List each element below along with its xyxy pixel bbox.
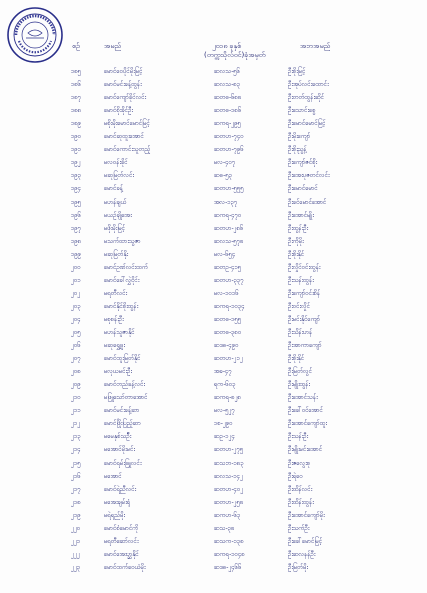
row-number: ၂၁၈ — [71, 498, 81, 506]
row-number: ၂၀၅ — [71, 329, 81, 336]
exam-roll-number: ဆတဥ-၄၁၅ — [214, 263, 242, 271]
father-name: ဦးသောင်းစွေ — [288, 107, 316, 115]
father-name: ဦးအုပ်လင်းထောင်း — [288, 81, 329, 89]
table-row — [0, 537, 427, 547]
row-number: ၂၂၃ — [71, 563, 81, 571]
father-name: ဦးစိုးနိုင် — [288, 355, 305, 363]
father-name: ဦးမောင်မောင်မြင့် — [288, 120, 326, 128]
exam-roll-number: ဆတဓ-၁၅၅ — [214, 315, 242, 323]
student-name: မောင်ဖြိုးပြည့်ဆာ — [104, 420, 141, 428]
student-name: မောင်ထူးမြတ်နိုင် — [104, 355, 141, 363]
father-name: ဦးမင်းနိုင်ကျော် — [288, 315, 321, 323]
father-name: ဦးမျိုးမင်းအောင် — [288, 446, 323, 454]
exam-roll-number: ဆတဟ-၂၈၆ — [214, 224, 244, 232]
father-name: ဦးစိုးနိုင် — [288, 250, 305, 258]
exam-roll-number: ဆတဓ-၆၈၈ — [214, 94, 242, 102]
father-name: ဦးတတ်ထွန်းဆိုင် — [288, 94, 325, 102]
student-name: မရတီဆော်လင်း — [104, 537, 139, 545]
row-number: ၁၉၉ — [71, 250, 82, 258]
father-name: ဦးမောင်မောင် — [288, 185, 318, 193]
father-name: ဦးမိုးကျော် — [288, 133, 311, 141]
exam-roll-number: ဆဥ-၁၂၄ — [214, 433, 235, 441]
student-name: မောင်ခေါ်လွှဲငိုင်း — [104, 276, 140, 284]
table-row — [0, 302, 427, 312]
student-name: မောင်ဆုထူးအောင် — [104, 133, 144, 141]
row-number: ၂၁၇ — [71, 485, 81, 493]
table-row — [0, 224, 427, 234]
header-father-name: အဘအမည် — [300, 42, 331, 50]
student-name: မောင်နိုင်စိုးထွန်း — [104, 302, 139, 310]
table-row — [0, 237, 427, 247]
table-row — [0, 432, 427, 442]
student-name: မောင်စံမောင်ကို — [104, 524, 139, 532]
father-name: ဦးသန်းထွန်း — [288, 276, 314, 284]
row-number: ၂၀၄ — [71, 315, 81, 323]
table-row — [0, 198, 427, 208]
table-row — [0, 119, 427, 129]
exam-roll-number: ဆတဟ-၃၃၇ — [214, 276, 244, 284]
row-number: ၁၈၇ — [71, 94, 82, 102]
student-name: မောင်ဝေပိုင်မိုးမြင့် — [104, 68, 143, 75]
exam-roll-number: ဆဓ-၅၃ — [214, 172, 233, 180]
exam-roll-number: ဆတဟ-၇၉၆ — [214, 146, 244, 154]
father-name: ဦးအောင်ကျော်မိုး — [288, 511, 325, 519]
row-number: ၂၁၃ — [71, 433, 81, 441]
father-name: ဦးထိန်လင်း — [288, 485, 313, 493]
row-number: ၁၈၉ — [71, 120, 82, 128]
row-number: ၂၀၃ — [71, 302, 81, 310]
father-name: ဦးဝင်းလှိုင် — [288, 302, 311, 310]
row-number: ၂၁၉ — [71, 511, 81, 519]
father-name: ဦးကျော်ဇင်စိုး — [288, 159, 318, 167]
father-name: ဦးကိုမိုး — [288, 237, 304, 245]
father-name: ဦးထိန်းထွန်း — [288, 498, 314, 506]
row-number: ၂၁၄ — [71, 446, 81, 454]
father-name: ဦးအောင်ကျော်ထူး — [288, 420, 328, 428]
row-number: ၁၈၈ — [71, 107, 82, 115]
exam-roll-number: ဆတဟ-၂၁၂ — [214, 355, 243, 363]
exam-roll-number: ဆတဟ-၂၅၈ — [214, 498, 244, 506]
row-number: ၂၁၂ — [71, 420, 81, 428]
student-name: မအောင် — [104, 472, 122, 480]
header-exam-year: ၂၀၁၈ ခုနှစ် — [212, 42, 242, 50]
row-number: ၁၉၄ — [71, 185, 82, 193]
student-name: မရတီလင်း — [104, 289, 128, 297]
student-name: မဆုမြတ်လင်း — [104, 172, 134, 180]
exam-roll-number: ဆကရ-၁၀၃၄ — [214, 302, 245, 310]
table-row — [0, 184, 427, 194]
exam-roll-number: မလ-၁၀၁၆ — [214, 289, 239, 297]
row-number: ၂၁၅ — [71, 459, 81, 467]
row-number: ၂၁၆ — [71, 472, 81, 480]
student-name: မဟန်ချယ် — [104, 198, 127, 206]
father-name: ဦးမြတ်မိုး — [288, 563, 309, 571]
table-row — [0, 158, 427, 168]
student-name: မသက်ထားသွဇာ — [104, 237, 141, 245]
row-number: ၁၉၀ — [71, 133, 82, 141]
table-row — [0, 380, 427, 390]
father-name: ဦးလှိုင်ဝင်းထွန်း — [288, 263, 321, 271]
table-row — [0, 393, 427, 403]
row-number: ၁၈၅ — [71, 68, 82, 75]
father-name: ဦးရဲဝေ — [288, 472, 303, 480]
table-row — [0, 328, 427, 338]
row-number: ၂၀၆ — [71, 342, 81, 350]
student-name: မမေနှစ်သဉ်ီး — [104, 433, 132, 441]
father-name: ဦးမျိုးထွန်း — [288, 381, 311, 389]
table-row — [0, 211, 427, 221]
student-name: မစိုးမိုးမောင်မောင်မြင့် — [104, 120, 151, 128]
student-name: မောင်ခန့် — [104, 185, 123, 193]
student-name: မဟန်သူဇာနိုင် — [104, 329, 135, 336]
exam-roll-number: ဆတဓ-၃၈၀ — [214, 329, 242, 336]
exam-roll-number: ဆကရ-၄၇၀ — [214, 211, 242, 219]
table-row — [0, 93, 427, 103]
student-name: မောင်ကောင်းသူတည့် — [104, 146, 151, 154]
table-row — [0, 276, 427, 286]
row-number: ၂၁၀ — [71, 394, 81, 402]
exam-roll-number: ဆသဘ-၁၈၃ — [214, 459, 244, 467]
father-name: ဦးဇလွေးစု — [288, 459, 311, 467]
student-name: မောင်ဥဏ်လင်းထက် — [104, 263, 149, 271]
student-name: မောင်ရဲညီလင်း — [104, 485, 137, 493]
exam-roll-number: ဆလသ-၅၆ — [214, 68, 241, 75]
table-row — [0, 459, 427, 469]
student-name: မအောင်မိုးမင်း — [104, 446, 135, 454]
table-row — [0, 263, 427, 273]
exam-roll-number: ဆတဓ-၁၈၆ — [214, 107, 242, 115]
table-row — [0, 524, 427, 534]
exam-roll-number: ဆဒဓ-၂၄၆၆ — [214, 563, 242, 571]
row-number: ၂၂၂ — [71, 550, 80, 558]
father-name: ဦးသန်းဦး — [288, 433, 309, 441]
student-name: မအေးချမ်းရုံ — [104, 498, 131, 506]
exam-roll-number: ဆကရ-၈၂၈ — [214, 394, 242, 402]
table-row — [0, 250, 427, 260]
student-name: မလှယမင်းဦး — [104, 368, 133, 376]
student-name: မောင်ကျော်ခိုင်လင်း — [104, 94, 147, 102]
student-name: မဖြူသော်တာအောင် — [104, 394, 148, 402]
father-name: ဦးခေါ်ဝင်အောင် — [288, 407, 323, 415]
father-name: ဦးအောင်မျိုး — [288, 211, 314, 219]
row-number: ၁၉၆ — [71, 211, 82, 219]
table-row — [0, 367, 427, 377]
student-name: မလဝန်းခိုင် — [104, 159, 128, 167]
table-row — [0, 341, 427, 351]
table-row — [0, 445, 427, 455]
row-number: ၁၉၂ — [71, 159, 81, 167]
student-name: မရဲရည်မိုး — [104, 511, 126, 519]
exam-roll-number: မလ-၄၀၇ — [214, 159, 236, 167]
father-name: ဦးထွန်းဦး — [288, 224, 309, 232]
student-name: မောင်ရမ်းဖြူလင်း — [104, 459, 142, 467]
row-number: ၁၉၁ — [71, 146, 82, 154]
table-row — [0, 485, 427, 495]
row-number: ၂၀၂ — [71, 289, 81, 297]
student-name: မောင်မင်းခန့်ဆာ — [104, 407, 140, 415]
student-name: မောင်အေးဟ္ဆနိုင် — [104, 550, 139, 558]
table-row — [0, 132, 427, 142]
table-row — [0, 472, 427, 482]
exam-roll-number: ဆတဟ-၅၅၅ — [214, 185, 244, 193]
row-number: ၂၂၀ — [71, 524, 81, 532]
father-name: ဦးဆလနန်ဦး — [288, 550, 316, 558]
exam-roll-number: ဆတဟ-၄၀၂ — [214, 485, 244, 493]
exam-roll-number: ဆကရ-၂၉၅ — [214, 120, 241, 128]
table-row — [0, 406, 427, 416]
father-name: ဦးအောင်သန်း — [288, 394, 318, 402]
table-row — [0, 67, 427, 77]
exam-roll-number: အလ-၁၃၇ — [214, 198, 238, 206]
table-row — [0, 289, 427, 299]
table-row — [0, 550, 427, 560]
father-name: ဦးကျော်ဝင်းစိန် — [288, 289, 321, 297]
table-row — [0, 511, 427, 521]
row-number: ၂၀၁ — [71, 276, 81, 284]
student-name: မစုစန်းဦး — [104, 315, 124, 323]
father-name: ဦးသက်ဦး — [288, 524, 310, 532]
student-name: မောင်တည်ခန့်လင်း — [104, 381, 146, 389]
exam-roll-number: မလ-၆၅၄ — [214, 250, 236, 258]
row-number: ၂၁၁ — [71, 407, 81, 415]
student-name: မဆုမြတ်နိုး — [104, 250, 129, 258]
table-row — [0, 354, 427, 364]
exam-roll-number: ဆဒဓ-၄၉၀ — [214, 342, 239, 350]
exam-roll-number: ဆလသ-၈၃ — [214, 81, 241, 89]
row-number: ၂၀၉ — [71, 381, 81, 389]
exam-roll-number: ဆကဟ-၆၃ — [214, 511, 241, 519]
row-number: ၂၀၈ — [71, 368, 81, 376]
table-row — [0, 171, 427, 181]
student-name: မယဉ်ချိုအေး — [104, 211, 132, 219]
table-row — [0, 80, 427, 90]
father-name: ဦးစိုးညွန့် — [288, 146, 307, 154]
row-number: ၁၉၈ — [71, 237, 82, 245]
student-name: မောင်ထက်ဝေယံမိုး — [104, 563, 146, 571]
table-row — [0, 106, 427, 116]
exam-roll-number: ဆတဟ-၂၇၅ — [214, 446, 244, 454]
row-number: ၁၉၃ — [71, 172, 82, 180]
father-name: ဦးသိန်းဟန် — [288, 329, 313, 336]
exam-roll-number: ဆသ-၃၈ — [214, 524, 235, 532]
father-name: ဦးမြတ်လွင် — [288, 368, 313, 376]
header-exam-roll: (တက္ကသိုလ်ဝင်)ခုံအမှတ် — [204, 51, 266, 59]
exam-roll-number: ဆသက-၁၃၈ — [214, 537, 244, 545]
exam-roll-number: မလ-၅၂၇ — [214, 407, 235, 415]
exam-roll-number: ၁စ-၂၉၀ — [214, 420, 233, 428]
exam-roll-number: အခ-၄၇ — [214, 368, 232, 376]
father-name: ဦးခင်မောင်အောင် — [288, 198, 327, 206]
table-row — [0, 563, 427, 573]
row-number: ၁၉၅ — [71, 198, 82, 206]
exam-roll-number: ဆလသ-၁၄၂ — [214, 472, 244, 480]
table-row — [0, 145, 427, 155]
official-seal-icon — [6, 6, 64, 64]
table-row — [0, 315, 427, 325]
row-number: ၁၉၇ — [71, 224, 82, 232]
father-name: ဦးအေးပုဇတင်လင်း — [288, 172, 330, 180]
row-number: ၂၂၁ — [71, 537, 81, 545]
exam-roll-number: ဆလသ-၅၇၈ — [214, 237, 244, 245]
header-name: အမည် — [104, 42, 122, 50]
student-name: မောင်မင်းခန့်ထွန်း — [104, 81, 142, 89]
father-name: ဦးအာကာကျော် — [288, 342, 322, 350]
row-number: ၂၀၀ — [71, 263, 81, 271]
exam-roll-number: ဆကရ-၁၀၄၈ — [214, 550, 245, 558]
student-name: မဆုရွှေ့ဖူး — [104, 342, 125, 350]
exam-roll-number: ရက-၆၀၃ — [214, 381, 236, 389]
table-row — [0, 419, 427, 429]
row-number: ၂၀၇ — [71, 355, 81, 363]
father-name: ဦးစိုးမြင့် — [288, 68, 306, 75]
father-name: ဦးခေါ်မောင်မြင့် — [288, 537, 323, 545]
row-number: ၁၈၆ — [71, 81, 82, 89]
exam-roll-number: ဆတဟ-၇၄၀ — [214, 133, 244, 141]
student-name: မောင်စိုးခိုင်ဦး — [104, 107, 133, 115]
header-no: စဉ် — [72, 42, 80, 50]
table-row — [0, 498, 427, 508]
student-name: မဖိုးမိုးမြင့် — [104, 224, 126, 232]
